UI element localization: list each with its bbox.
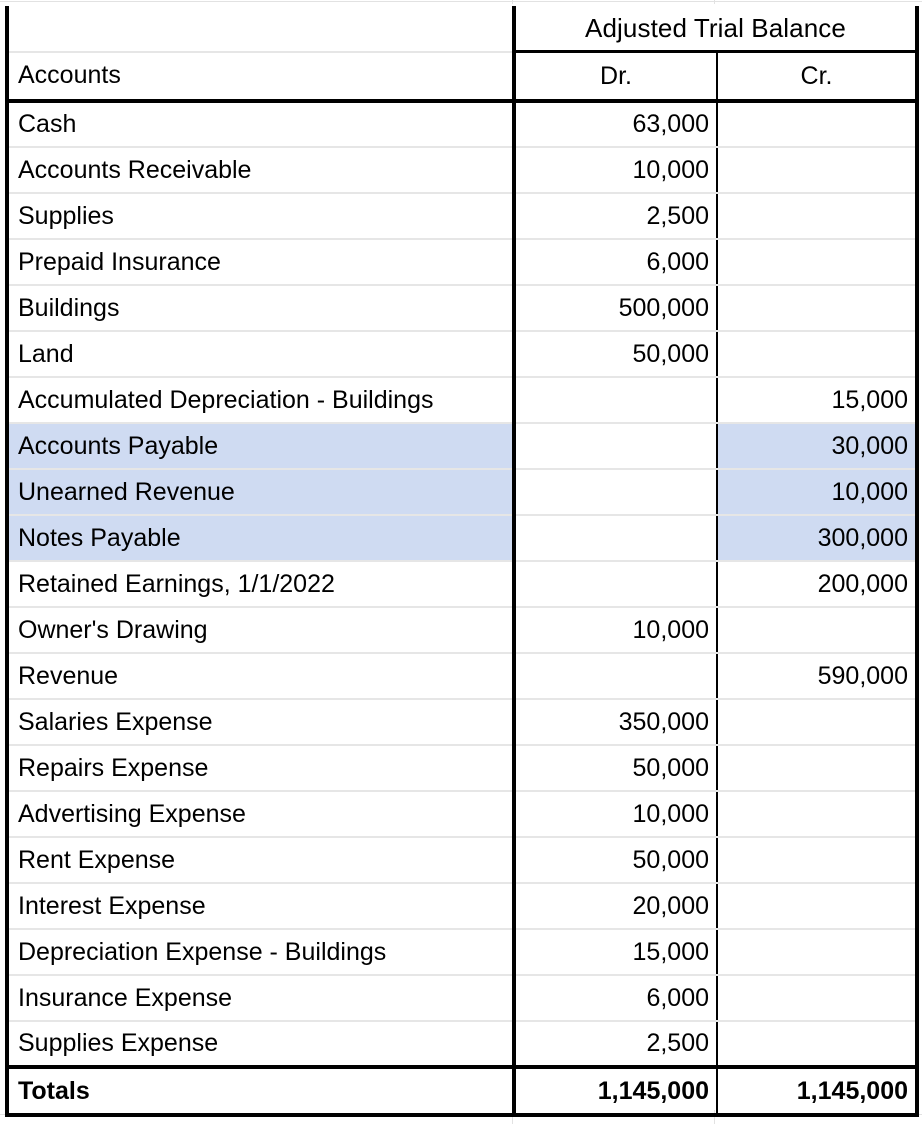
credit-cell [717,883,917,929]
credit-cell [717,745,917,791]
debit-cell: 2,500 [514,1021,717,1067]
credit-cell [717,929,917,975]
table-row [7,377,917,423]
debit-cell: 63,000 [514,101,717,147]
account-name-cell: Supplies Expense [7,1021,514,1067]
table-row [7,147,917,193]
debit-cell [514,423,717,469]
header-group-row [7,6,917,52]
adjusted-trial-balance-table [5,6,919,1117]
account-name-cell: Retained Earnings, 1/1/2022 [7,561,514,607]
table-row [7,929,917,975]
account-name-cell: Buildings [7,285,514,331]
table-row [7,193,917,239]
column-header-debit: Dr. [514,52,717,102]
account-name-cell: Supplies [7,193,514,239]
account-name-cell: Depreciation Expense - Buildings [7,929,514,975]
account-name-cell: Owner's Drawing [7,607,514,653]
totals-debit: 1,145,000 [514,1067,717,1115]
table-row [7,515,917,561]
account-name-cell: Rent Expense [7,837,514,883]
credit-cell: 15,000 [717,377,917,423]
credit-cell [717,239,917,285]
totals-credit: 1,145,000 [717,1067,917,1115]
header-column-row [7,52,917,102]
credit-cell: 10,000 [717,469,917,515]
debit-cell: 10,000 [514,791,717,837]
table-row [7,101,917,147]
credit-cell: 300,000 [717,515,917,561]
table-row [7,423,917,469]
debit-cell: 15,000 [514,929,717,975]
account-name-cell: Insurance Expense [7,975,514,1021]
sheet-gridline [714,0,715,4]
table-row [7,837,917,883]
table-row [7,239,917,285]
column-header-credit: Cr. [717,52,917,102]
totals-label: Totals [7,1067,514,1115]
account-name-cell: Accounts Payable [7,423,514,469]
credit-cell: 590,000 [717,653,917,699]
table-row [7,285,917,331]
credit-cell [717,975,917,1021]
credit-cell [717,101,917,147]
header-empty-cell [7,6,514,52]
debit-cell [514,515,717,561]
credit-cell: 30,000 [717,423,917,469]
table-row [7,745,917,791]
table-footer [7,1067,917,1115]
debit-cell: 2,500 [514,193,717,239]
account-name-cell: Salaries Expense [7,699,514,745]
account-name-cell: Notes Payable [7,515,514,561]
debit-cell: 10,000 [514,147,717,193]
sheet-gridline [512,0,513,4]
account-name-cell: Unearned Revenue [7,469,514,515]
credit-cell [717,791,917,837]
credit-cell [717,193,917,239]
totals-row [7,1067,917,1115]
account-name-cell: Revenue [7,653,514,699]
header-adjusted-trial-balance: Adjusted Trial Balance [514,6,917,52]
account-name-cell: Cash [7,101,514,147]
table-row [7,791,917,837]
debit-cell: 500,000 [514,285,717,331]
table-row [7,883,917,929]
debit-cell: 6,000 [514,975,717,1021]
debit-cell: 20,000 [514,883,717,929]
debit-cell [514,377,717,423]
debit-cell [514,561,717,607]
table-row [7,699,917,745]
account-name-cell: Advertising Expense [7,791,514,837]
table-body [7,101,917,1067]
credit-cell [717,699,917,745]
debit-cell: 350,000 [514,699,717,745]
account-name-cell: Prepaid Insurance [7,239,514,285]
table-row [7,607,917,653]
column-header-accounts: Accounts [7,52,514,102]
debit-cell: 50,000 [514,745,717,791]
table-row [7,469,917,515]
table-header [7,6,917,101]
credit-cell [717,285,917,331]
sheet-gridline [0,1,922,2]
table-row [7,653,917,699]
table-row [7,561,917,607]
table-row [7,1021,917,1067]
credit-cell [717,1021,917,1067]
table-row [7,975,917,1021]
credit-cell: 200,000 [717,561,917,607]
account-name-cell: Land [7,331,514,377]
debit-cell [514,653,717,699]
credit-cell [717,147,917,193]
credit-cell [717,837,917,883]
account-name-cell: Repairs Expense [7,745,514,791]
debit-cell: 10,000 [514,607,717,653]
debit-cell [514,469,717,515]
table-row [7,331,917,377]
credit-cell [717,331,917,377]
debit-cell: 50,000 [514,331,717,377]
debit-cell: 6,000 [514,239,717,285]
account-name-cell: Accumulated Depreciation - Buildings [7,377,514,423]
account-name-cell: Accounts Receivable [7,147,514,193]
debit-cell: 50,000 [514,837,717,883]
credit-cell [717,607,917,653]
account-name-cell: Interest Expense [7,883,514,929]
